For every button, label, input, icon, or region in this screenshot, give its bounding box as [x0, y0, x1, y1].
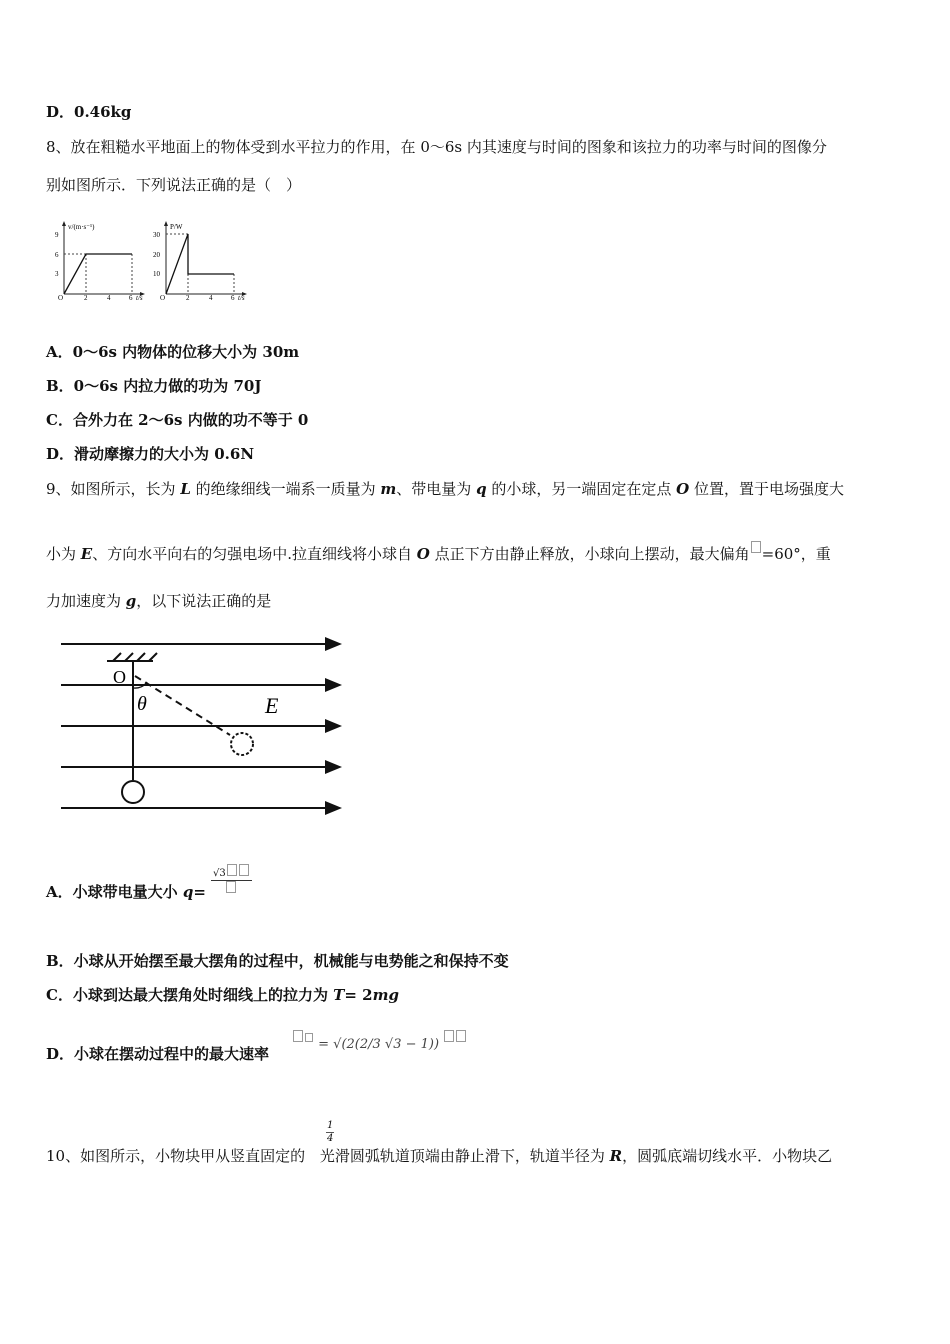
q8-option-c: C．合外力在 2～6s 内做的功不等于 0 [46, 411, 309, 429]
q9-stem-line2: 小为 E、方向水平向右的匀强电场中.拉直细线将小球自 O 点正下方由静止释放，小球向上摆动，最大偏角 =60°，重 [46, 541, 831, 564]
q9-option-b: B．小球从开始摆至最大摆角的过程中，机械能与电势能之和保持不变 [46, 952, 509, 970]
theta-placeholder-icon [751, 541, 761, 553]
field-lines [61, 644, 331, 808]
q10-stem-line1: 10、如图所示，小物块甲从竖直固定的 光滑圆弧轨道顶端由静止滑下，轨道半径为 R，圆弧底端切线水平．小物块乙 [46, 1147, 833, 1165]
q8-stem-line1: 8、放在粗糙水平地面上的物体受到水平拉力的作用，在 0～6s 内其速度与时间的图象和该拉力的功率与时间的图像分 [46, 138, 827, 156]
q7-option-d: D．0.46kg [46, 103, 132, 121]
v-xtick-O: O [58, 294, 64, 302]
q9-option-d-formula: = √(2(2/3 √3 − 1)) [292, 1030, 467, 1052]
p-ytick-20: 20 [153, 251, 160, 259]
label-O: O [113, 667, 126, 687]
ceiling-support [107, 653, 157, 661]
q9-figure [55, 628, 355, 828]
q9-option-a-fraction: √3 [211, 864, 252, 897]
v-ylabel: v/(m·s⁻¹) [68, 223, 95, 231]
v-xtick-6: 6 [129, 294, 133, 302]
v-xtick-2: 2 [84, 294, 88, 302]
v-t-graph [55, 221, 145, 302]
p-ytick-10: 10 [153, 270, 160, 278]
v-ytick-6: 6 [55, 251, 59, 259]
v-curve [64, 254, 132, 294]
q9-stem-line1: 9、如图所示，长为 L 的绝缘细线一端系一质量为 m、带电量为 q 的小球，另一端固定在定点 O 位置，置于电场强度大 [46, 480, 844, 498]
p-xtick-O: O [160, 294, 166, 302]
p-t-graph [153, 221, 247, 302]
v-xtick-4: 4 [107, 294, 111, 302]
p-ytick-30: 30 [153, 231, 160, 239]
p-xtick-6: 6 [231, 294, 235, 302]
ball-max-position [231, 733, 253, 755]
q9-option-a: A．小球带电量大小 q= [46, 883, 206, 901]
q9-option-d: D．小球在摆动过程中的最大速率 [46, 1045, 270, 1063]
p-xtick-4: 4 [209, 294, 213, 302]
q8-stem-line2: 别如图所示．下列说法正确的是（ ） [46, 176, 302, 194]
q9-stem-line3: 力加速度为 g，以下说法正确的是 [46, 592, 272, 610]
p-xtick-2: 2 [186, 294, 190, 302]
v-ytick-3: 3 [55, 270, 59, 278]
label-E: E [265, 693, 279, 718]
q8-option-b: B．0～6s 内拉力做的功为 70J [46, 377, 262, 395]
pendulum-ball [122, 781, 144, 803]
field-arrowheads [325, 637, 342, 815]
v-ytick-9: 9 [55, 231, 59, 239]
v-xlabel: t/s [136, 294, 143, 302]
q8-option-d: D．滑动摩擦力的大小为 0.6N [46, 445, 255, 463]
p-ylabel: P/W [170, 223, 183, 231]
p-curve [166, 234, 234, 294]
q9-option-c: C．小球到达最大摆角处时细线上的拉力为 T= 2mg [46, 986, 399, 1004]
q8-graphs [52, 218, 257, 302]
p-xlabel: t/s [238, 294, 245, 302]
q10-fraction: 1 4 [327, 1120, 334, 1144]
label-theta: θ [137, 693, 147, 715]
q8-option-a: A．0～6s 内物体的位移大小为 30m [46, 343, 300, 361]
